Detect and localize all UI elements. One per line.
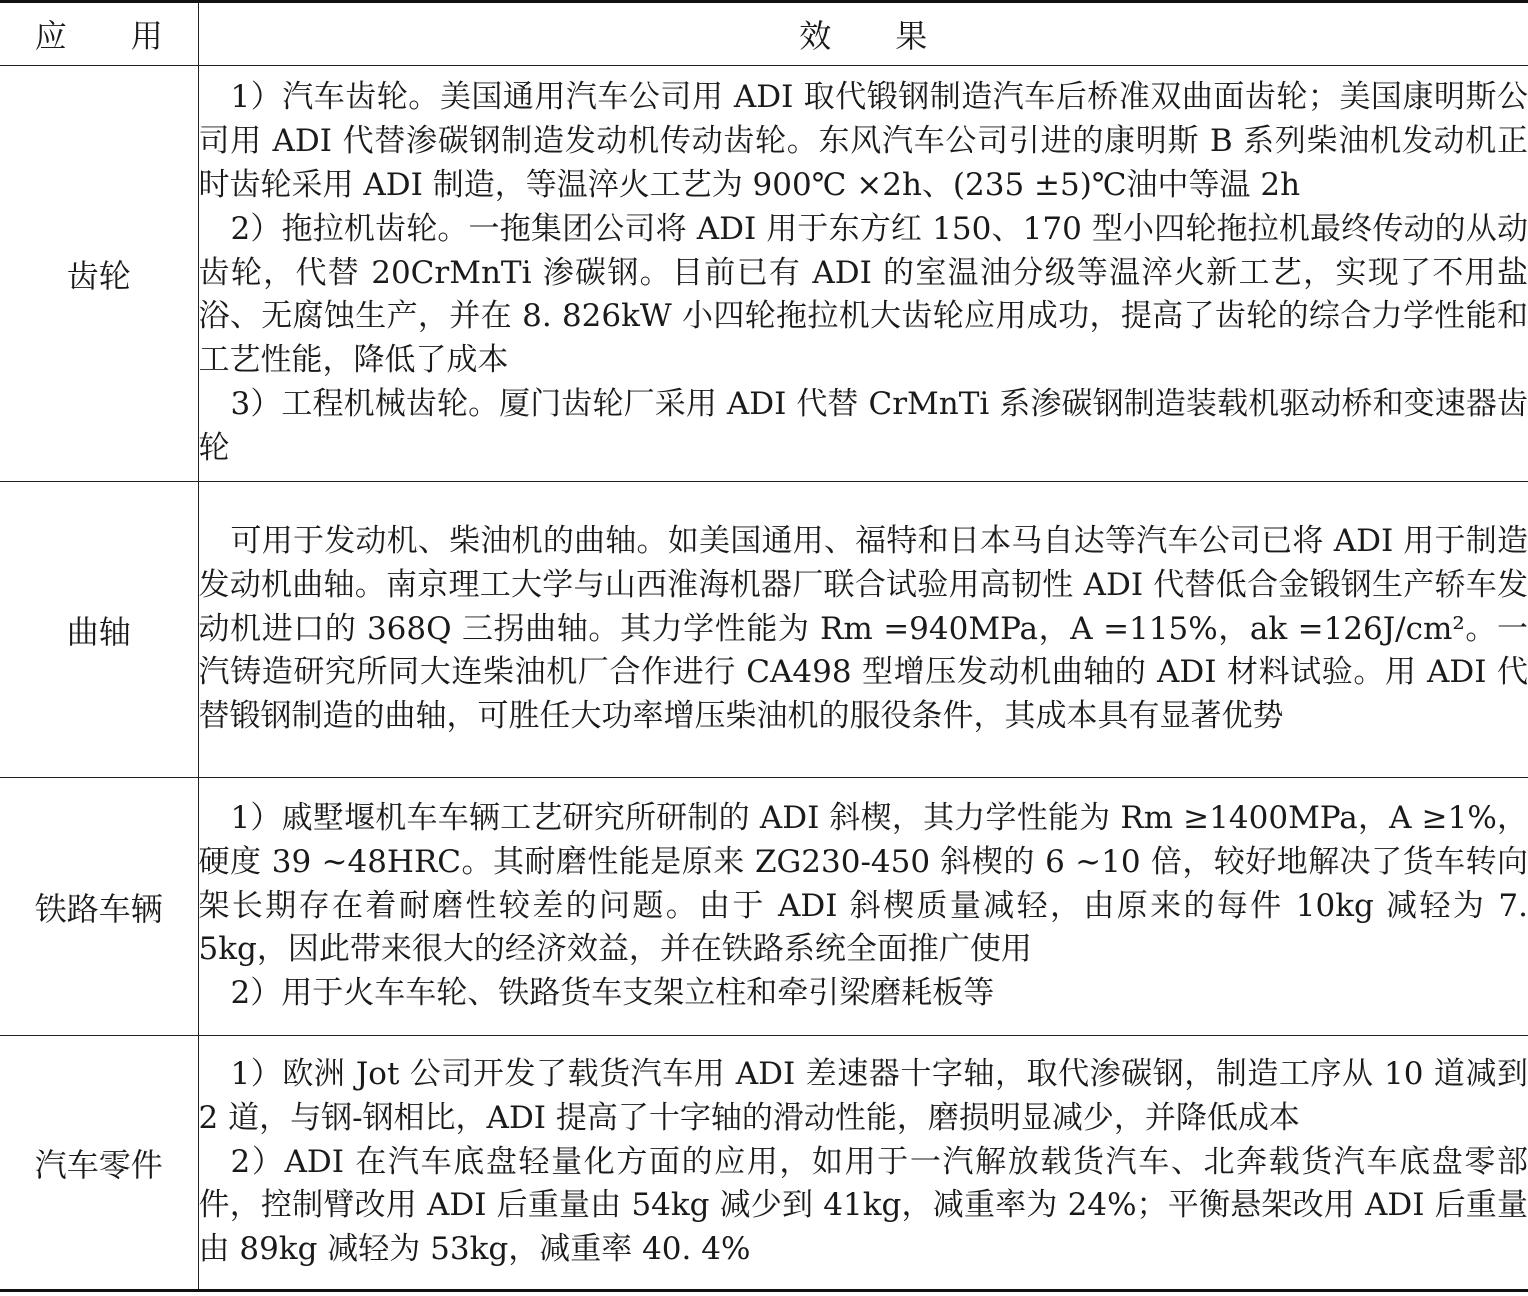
header-effect: 效 果 — [198, 2, 1528, 66]
effect-cell — [198, 1036, 1528, 1291]
effect-paragraph: 3）工程机械齿轮。厦门齿轮厂采用 ADI 代替 CrMnTi 系渗碳钢制造装载机驱动桥和变速器齿轮 — [198, 385, 1528, 466]
effect-cell — [198, 778, 1528, 1036]
application-cell: 铁路车辆 — [0, 778, 198, 1036]
header-application: 应 用 — [0, 2, 198, 66]
effect-paragraph: 2）用于火车车轮、铁路货车支架立柱和牵引梁磨耗板等 — [230, 975, 995, 1012]
table-row — [0, 778, 1528, 1036]
table-header-row — [0, 2, 1528, 66]
effect-paragraph: 1）汽车齿轮。美国通用汽车公司用 ADI 取代锻钢制造汽车后桥准双曲面齿轮；美国康明斯公司用 ADI 代替渗碳钢制造发动机传动齿轮。东风汽车公司引进的康明斯 B 系列柴油机发动机正时齿轮采用 ADI 制造，等温淬火工艺为 900℃ ×2h、(235 ±5)℃油中等温 2h — [198, 79, 1528, 203]
application-cell: 齿轮 — [0, 66, 198, 482]
effect-cell — [198, 66, 1528, 482]
application-cell: 汽车零件 — [0, 1036, 198, 1291]
table-row — [0, 1036, 1528, 1291]
effect-paragraph: 可用于发动机、柴油机的曲轴。如美国通用、福特和日本马自达等汽车公司已将 ADI 用于制造发动机曲轴。南京理工大学与山西淮海机器厂联合试验用高韧性 ADI 代替低合金锻钢生产轿车发动机进口的 368Q 三拐曲轴。其力学性能为 Rm =940MPa，A =115%，ak =126J/cm²。一汽铸造研究所同大连柴油机厂合作进行 CA498 型增压发动机曲轴的 ADI 材料试验。用 ADI 代替锻钢制造的曲轴，可胜任大功率增压柴油机的服役条件，其成本具有显著优势 — [198, 523, 1528, 735]
effect-cell — [198, 482, 1528, 778]
effect-paragraph: 2）ADI 在汽车底盘轻量化方面的应用，如用于一汽解放载货汽车、北奔载货汽车底盘零部件，控制臂改用 ADI 后重量由 54kg 减少到 41kg，减重率为 24%；平衡悬架改用 ADI 后重量由 89kg 减轻为 53kg，减重率 40. 4% — [198, 1143, 1528, 1268]
effect-paragraph: 1）戚墅堰机车车辆工艺研究所研制的 ADI 斜楔，其力学性能为 Rm ≥1400MPa，A ≥1%，硬度 39 ~48HRC。其耐磨性能是原来 ZG230-450 斜楔的 6 ~10 倍，较好地解决了货车转向架长期存在着耐磨性较差的问题。由于 ADI 斜楔质量减轻，由原来的每件 10kg 减轻为 7. 5kg，因此带来很大的经济效益，并在铁路系统全面推广使用 — [198, 800, 1528, 968]
table-row — [0, 66, 1528, 482]
effect-paragraph: 2）拖拉机齿轮。一拖集团公司将 ADI 用于东方红 150、170 型小四轮拖拉机最终传动的从动齿轮，代替 20CrMnTi 渗碳钢。目前已有 ADI 的室温油分级等温淬火新工艺，实现了不用盐浴、无腐蚀生产，并在 8. 826kW 小四轮拖拉机大齿轮应用成功，提高了齿轮的综合力学性能和工艺性能，降低了成本 — [198, 210, 1528, 379]
table-row — [0, 482, 1528, 778]
effect-paragraph: 1）欧洲 Jot 公司开发了载货汽车用 ADI 差速器十字轴，取代渗碳钢，制造工序从 10 道减到 2 道，与钢-钢相比，ADI 提高了十字轴的滑动性能，磨损明显减少，并降低成本 — [198, 1056, 1528, 1136]
application-cell: 曲轴 — [0, 482, 198, 778]
